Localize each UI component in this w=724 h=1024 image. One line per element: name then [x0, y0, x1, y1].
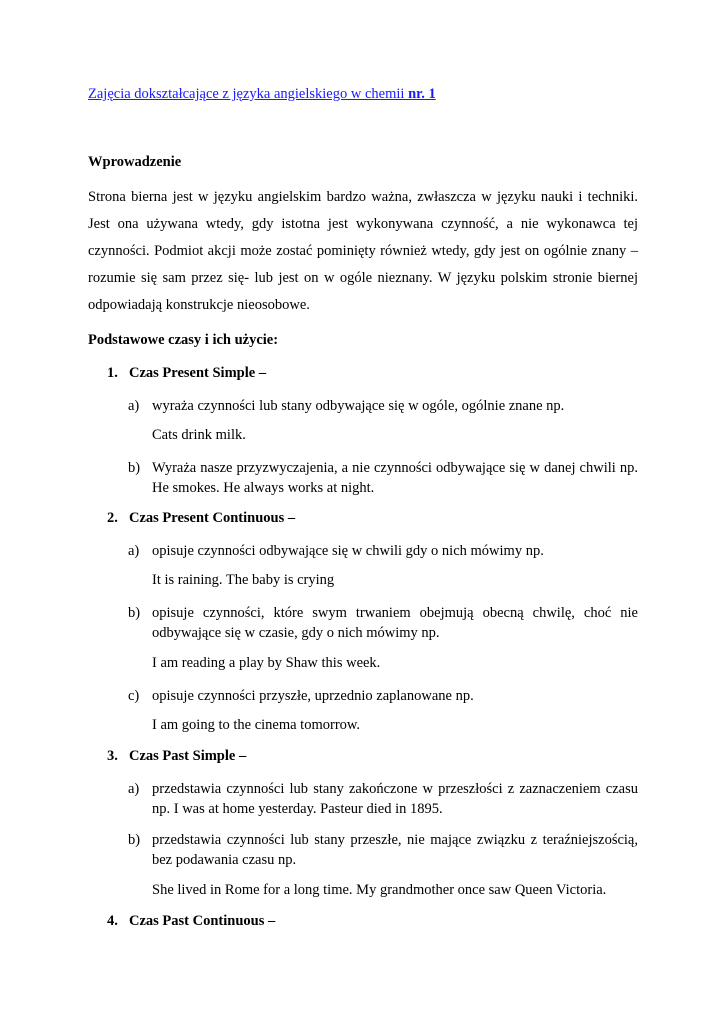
example-text: I am going to the cinema tomorrow. [152, 717, 361, 733]
item-text: opisuje czynności przyszłe, uprzednio zaplanowane np. [152, 688, 474, 704]
tense-name: Czas Present Simple – [129, 365, 267, 381]
example-text: It is raining. The baby is crying [152, 572, 335, 588]
tense-name: Czas Past Simple – [129, 748, 247, 764]
example-text: She lived in Rome for a long time. My grandmother once saw Queen Victoria. [152, 882, 607, 898]
item-text: Wyraża nasze przyzwyczajenia, a nie czynności odbywające się w danej chwili np. He smokes. He always works at night. [152, 460, 638, 496]
tense-heading-past-continuous [107, 913, 275, 930]
tense-heading-present-continuous [107, 510, 295, 527]
list-item [128, 396, 638, 416]
list-item [128, 779, 638, 819]
tense-number: 1. [107, 365, 118, 381]
list-item [128, 603, 638, 643]
document-title-link[interactable] [88, 86, 436, 103]
item-text: przedstawia czynności lub stany przeszłe, nie mające związku z teraźniejszością, bez podawania czasu np. [152, 832, 638, 868]
section-heading: Podstawowe czasy i ich użycie: [88, 332, 279, 348]
intro-heading: Wprowadzenie [88, 154, 182, 170]
intro-paragraph: Strona bierna jest w języku angielskim bardzo ważna, zwłaszcza w języku nauki i techniki. Jest ona używana wtedy, gdy istotna jest wykonywana czynność, a nie wykonawca tej czynności. Podmiot akcji może zostać pominięty również wtedy, gdy jest on ogólnie znany – rozumie się sam przez się- lub jest on w ogóle nieznany. W języku polskim stronie biernej odpowiadają konstrukcje nieosobowe. [88, 189, 638, 313]
tense-heading-past-simple [107, 748, 246, 765]
item-letter: c) [128, 688, 140, 704]
tense-name: Czas Present Continuous – [129, 510, 296, 526]
example-text: Cats drink milk. [152, 427, 246, 443]
item-text: przedstawia czynności lub stany zakończone w przeszłości z zaznaczeniem czasu np. I was at home yesterday. Pasteur died in 1895. [152, 781, 638, 817]
item-letter: b) [128, 460, 141, 476]
title-number: nr. 1 [408, 86, 436, 102]
item-text: opisuje czynności odbywające się w chwili gdy o nich mówimy np. [152, 543, 544, 559]
item-letter: a) [128, 398, 140, 414]
item-letter: b) [128, 832, 141, 848]
tense-heading-present-simple [107, 365, 266, 382]
item-letter: b) [128, 605, 141, 621]
tense-number: 3. [107, 748, 118, 764]
item-letter: a) [128, 543, 140, 559]
tense-number: 2. [107, 510, 118, 526]
list-item [128, 830, 638, 870]
item-text: opisuje czynności, które swym trwaniem obejmują obecną chwilę, choć nie odbywające się w czasie, gdy o nich mówimy np. [152, 605, 638, 641]
item-letter: a) [128, 781, 140, 797]
list-item [128, 541, 638, 561]
tense-name: Czas Past Continuous – [129, 913, 276, 929]
list-item [128, 458, 638, 498]
tense-number: 4. [107, 913, 118, 929]
item-text: wyraża czynności lub stany odbywające się w ogóle, ogólnie znane np. [152, 398, 565, 414]
title-text: Zajęcia dokształcające z języka angielskiego w chemii [88, 86, 409, 102]
list-item [128, 686, 638, 706]
example-text: I am reading a play by Shaw this week. [152, 655, 381, 671]
